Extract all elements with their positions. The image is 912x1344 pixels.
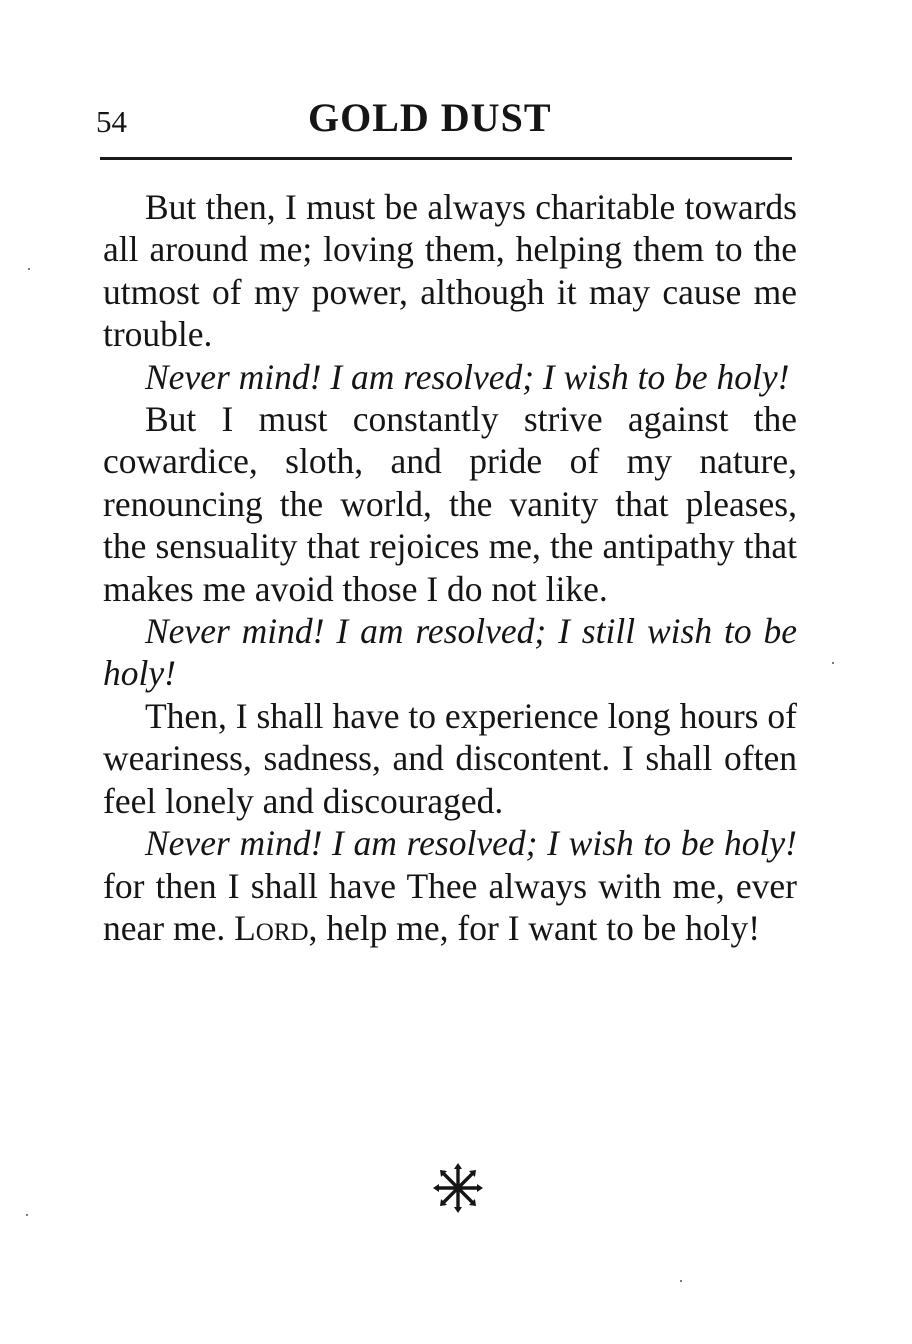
- page-number: 54: [96, 104, 127, 139]
- paper-speck: [832, 662, 834, 664]
- paper-speck: [26, 1214, 28, 1216]
- final-text-a: for then I shall have Thee always with me, ever near me.: [103, 865, 797, 948]
- paper-speck: [28, 268, 30, 270]
- refrain-wish-holy: Never mind! I am resolved; I wish to be holy!: [145, 356, 790, 397]
- lord-word: Lord,: [234, 907, 318, 948]
- refrain-still-wish-holy: Never mind! I am resolved; I still wish to be holy!: [103, 611, 797, 694]
- running-title: GOLD DUST: [308, 95, 552, 140]
- paragraph-final: [103, 822, 797, 949]
- paper-speck: [680, 1280, 682, 1282]
- final-text-b: help me, for I want to be holy!: [317, 907, 761, 948]
- paragraph-charitable: But then, I must be always charitable towards all around me; loving them, helping them to the utmost of my power, although it may cause me trouble.: [103, 187, 797, 355]
- snowflake-ornament-icon: [432, 1162, 484, 1214]
- refrain-final: Never mind! I am resolved; I wish to be holy!: [145, 823, 797, 864]
- paragraph-weariness: Then, I shall have to experience long hours of weariness, sadness, and discontent. I shall often feel lonely and discouraged.: [103, 695, 797, 821]
- header-rule: [100, 157, 792, 160]
- page-body: [103, 186, 797, 949]
- paragraph-strive: But I must constantly strive against the cowardice, sloth, and pride of my nature, renouncing the world, the vanity that pleases, the sensuality that rejoices me, the antipathy that makes me avoid those I do not like.: [103, 399, 797, 609]
- page-header: [96, 88, 796, 148]
